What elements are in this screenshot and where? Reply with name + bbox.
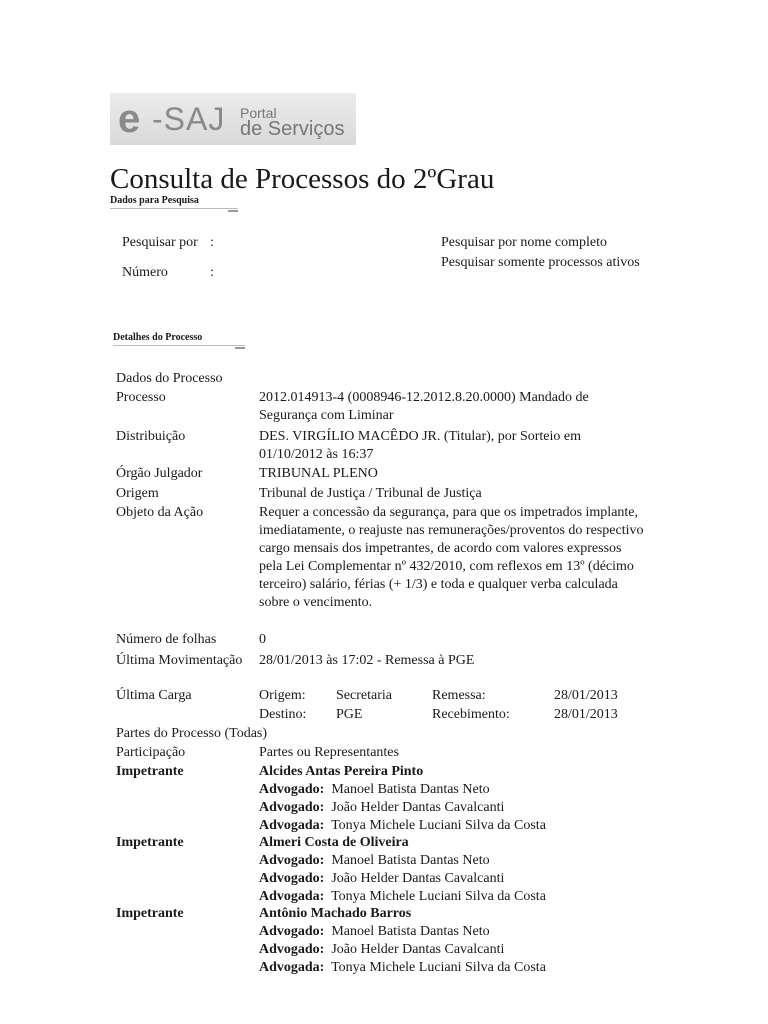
action-object-value: Requer a concessão da segurança, para que os impetrados implante, imediatamente, o reajuste nas remunerações/proventos do respectivo cargo mensais dos impetrantes, de acordo com valores expressos pela Lei Complementar nº 432/2010, com reflexos em 13º (décimo terceiro) salário, férias (+ 1/3) e toda e qualquer verba calculada sobre o vencimento. xyxy=(259,505,644,610)
search-section-arrow-icon xyxy=(228,210,238,212)
logo-e-mark: e xyxy=(118,97,141,141)
representative-name: Manoel Batista Dantas Neto xyxy=(331,782,490,797)
representative-label: Advogada: xyxy=(259,889,325,904)
page-count-value: 0 xyxy=(259,632,266,647)
search-by-colon: : xyxy=(210,235,214,250)
last-load-label: Última Carga xyxy=(116,688,192,703)
load-sent-label: Remessa: xyxy=(432,688,486,703)
load-received-value: 28/01/2013 xyxy=(554,707,618,722)
representative-label: Advogado: xyxy=(259,924,325,939)
parties-header[interactable]: Partes do Processo (Todas) xyxy=(116,726,268,741)
details-section-title: Detalhes do Processo xyxy=(113,332,203,343)
party-name: Almeri Costa de Oliveira xyxy=(259,835,409,850)
judging-body-label: Órgão Julgador xyxy=(116,466,203,481)
origin-value: Tribunal de Justiça / Tribunal de Justiça xyxy=(259,486,482,501)
representative-name: Tonya Michele Luciani Silva da Costa xyxy=(331,960,546,975)
search-active-only-option[interactable]: Pesquisar somente processos ativos xyxy=(441,255,640,270)
party-role: Impetrante xyxy=(116,764,184,779)
representative-label: Advogado: xyxy=(259,942,325,957)
judging-body-value: TRIBUNAL PLENO xyxy=(259,466,378,481)
representative-label: Advogado: xyxy=(259,853,325,868)
representative-label: Advogada: xyxy=(259,960,325,975)
logo-servicos-text: de Serviços xyxy=(240,118,345,140)
representative-row xyxy=(259,959,546,977)
load-origin-label: Origem: xyxy=(259,688,306,703)
representative-name: João Helder Dantas Cavalcanti xyxy=(331,942,505,957)
process-value: 2012.014913-4 (0008946-12.2012.8.20.0000) Mandado de Segurança com Liminar xyxy=(259,390,589,423)
search-by-label: Pesquisar por xyxy=(122,235,198,250)
representative-row xyxy=(259,817,546,835)
details-section-arrow-icon xyxy=(235,347,245,349)
load-sent-value: 28/01/2013 xyxy=(554,688,618,703)
origin-label: Origem xyxy=(116,486,159,501)
representative-row xyxy=(259,852,490,870)
load-received-label: Recebimento: xyxy=(432,707,510,722)
load-origin-value: Secretaria xyxy=(336,688,392,703)
search-section-divider xyxy=(110,208,238,209)
representative-name: Tonya Michele Luciani Silva da Costa xyxy=(331,889,546,904)
process-data-header: Dados do Processo xyxy=(116,371,223,386)
distribution-value: DES. VIRGÍLIO MACÊDO JR. (Titular), por Sorteio em 01/10/2012 às 16:37 xyxy=(259,429,581,462)
distribution-label: Distribuição xyxy=(116,429,186,444)
page-count-label: Número de folhas xyxy=(116,632,217,647)
representative-name: Tonya Michele Luciani Silva da Costa xyxy=(331,818,546,833)
search-full-name-option[interactable]: Pesquisar por nome completo xyxy=(441,235,608,250)
representative-label: Advogada: xyxy=(259,818,325,833)
parties-column-header: Partes ou Representantes xyxy=(259,745,399,760)
last-movement-label: Última Movimentação xyxy=(116,653,243,668)
representative-row xyxy=(259,888,546,906)
participation-column-header: Participação xyxy=(116,745,186,760)
representative-row xyxy=(259,923,490,941)
number-colon: : xyxy=(210,265,214,280)
representative-label: Advogado: xyxy=(259,871,325,886)
logo-portal-text: Portal xyxy=(240,105,277,121)
details-section-divider xyxy=(113,345,245,346)
representative-row xyxy=(259,799,504,817)
representative-label: Advogado: xyxy=(259,800,325,815)
party-name: Alcides Antas Pereira Pinto xyxy=(259,764,424,779)
party-name: Antônio Machado Barros xyxy=(259,906,412,921)
last-movement-value[interactable]: 28/01/2013 às 17:02 - Remessa à PGE xyxy=(259,653,475,668)
representative-row xyxy=(259,781,490,799)
load-destination-value: PGE xyxy=(336,707,363,722)
load-destination-label: Destino: xyxy=(259,707,307,722)
representative-name: João Helder Dantas Cavalcanti xyxy=(331,871,505,886)
representative-row xyxy=(259,870,504,888)
representative-label: Advogado: xyxy=(259,782,325,797)
representative-name: João Helder Dantas Cavalcanti xyxy=(331,800,505,815)
representative-name: Manoel Batista Dantas Neto xyxy=(331,853,490,868)
party-role: Impetrante xyxy=(116,906,184,921)
representative-row xyxy=(259,941,504,959)
party-role: Impetrante xyxy=(116,835,184,850)
page-title: Consulta de Processos do 2ºGrau xyxy=(110,163,495,195)
search-section-title: Dados para Pesquisa xyxy=(110,195,199,206)
representative-name: Manoel Batista Dantas Neto xyxy=(331,924,490,939)
process-label: Processo xyxy=(116,390,166,405)
number-label: Número xyxy=(122,265,168,280)
action-object-label: Objeto da Ação xyxy=(116,505,204,520)
logo-saj-text: -SAJ xyxy=(152,101,226,137)
